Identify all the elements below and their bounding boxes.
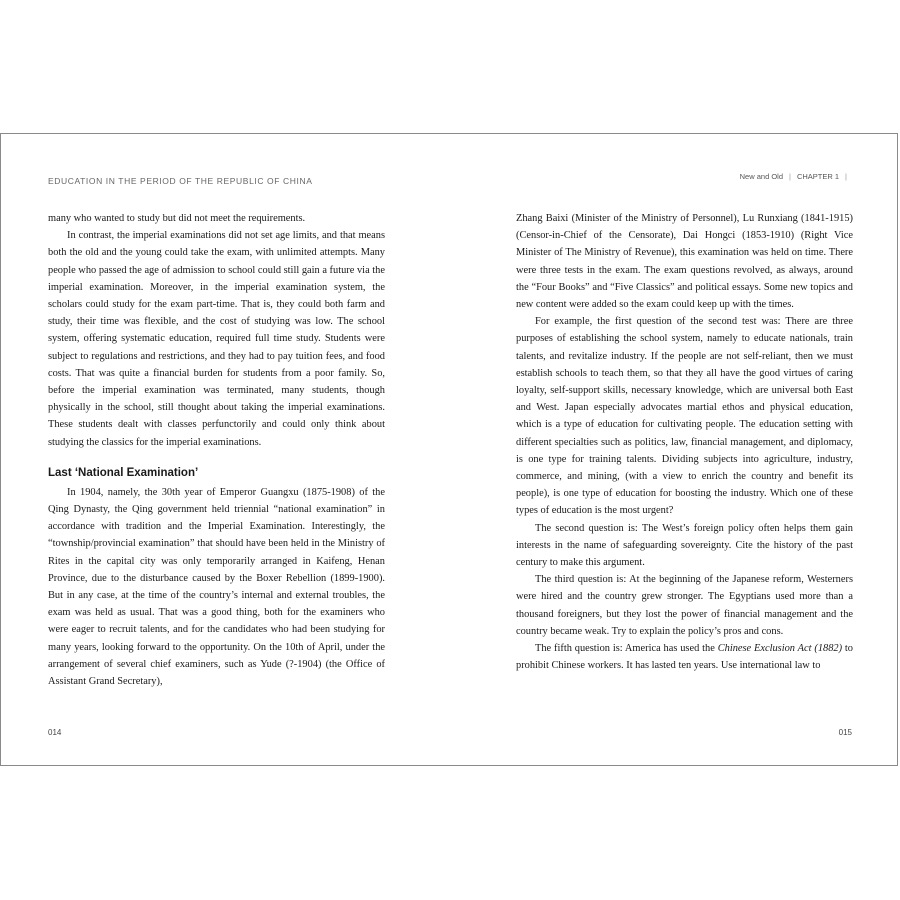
book-spread [0, 133, 898, 766]
right-page [450, 134, 899, 765]
running-head-section: New and Old [739, 172, 783, 181]
paragraph-continuation: many who wanted to study but did not meet the requirements. [48, 213, 306, 224]
act-title: Chinese Exclusion Act (1882) [717, 643, 843, 655]
left-page-body [48, 210, 385, 690]
running-head-chapter-label: CHAPTER 1 [796, 172, 840, 181]
paragraph: The third question is: At the beginning of the Japanese reform, Westerners were hired and the country grew stronger. The Egyptians used more than a thousand foreigners, but they lost the power of financial management and the country became weak. Try to explain the policy’s pros and cons. [516, 574, 853, 637]
right-page-body [516, 210, 853, 674]
page-number-right: 015 [838, 728, 852, 737]
section-heading: Last ‘National Examination’ [48, 466, 199, 479]
left-page [1, 134, 450, 765]
paragraph: The second question is: The West’s foreign policy often helps them gain interests in the name of safeguarding sovereignty. Cite the history of the past century to make this argument. [516, 522, 853, 569]
separator-bar: | [845, 172, 847, 181]
page-number-left: 014 [48, 728, 62, 737]
paragraph: In contrast, the imperial examinations did not set age limits, and that means both the old and the young could take the exam, with unlimited attempts. Many people who passed the age of admission to school could still gain a future via the imperial examination. Moreover, in the imperial examination system, the scholars could study for the exam part-time. That is, they could both farm and study, their time was flexible, and the cost of studying was low. The school system, offering systematic education, required full time study. Students were subject to regulations and restrictions, and they had to pay tuition fees, and food costs. That was quite a financial burden for students from a poor family. So, before the imperial examination was terminated, many students, though physically in the school, still thought about taking the imperial examinations. These students dealt with classes perfunctorily and could only think about studying the classics for the imperial examinations. [48, 230, 385, 448]
running-head-chapter [740, 172, 853, 181]
paragraph: For example, the first question of the second test was: There are three purposes of establishing the school system, namely to educate nationals, train talents, and revitalize industry. If the people are not self-reliant, then we must establish schools to teach them, so that they all have the good virtues of caring loyalty, self-support skills, necessary knowledge, which are universal both East and West. Japan especially advocates martial ethos and physical education, which is a type of education for cultivating people. The education setting with different specialties such as politics, law, financial management, and diplomacy, is one type for training talents. Dividing subjects into agriculture, industry, commerce, and mining, (with a view to enrich the country and benefit its people), is one type of education for boosting the industry. Which one of these types of education is the most urgent? [516, 316, 853, 517]
paragraph-text: The fifth question is: America has used the [535, 643, 718, 655]
paragraph: In 1904, namely, the 30th year of Emperor Guangxu (1875-1908) of the Qing Dynasty, the Qing government held triennial “national examination” in accordance with tradition and the Imperial Examination. Interestingly, the “township/provincial examination” that should have been held in the Ministry of Rites in the capital city was only temporarily arranged in Kaifeng, Henan Province, due to the disturbance caused by the Boxer Rebellion (1899-1900). But in any case, at the time of the country’s internal and external troubles, the exam was held as usual. That was a good thing, both for the examiners who were eager to recruit talents, and for the candidates who had been studying for many years, looking forward to the opportunity. On the 10th of April, under the arrangement of several chief examiners, such as Yude (?-1904) (the Office of Assistant Grand Secretary), [48, 486, 385, 688]
running-head-book-title: EDUCATION IN THE PERIOD OF THE REPUBLIC OF CHINA [48, 176, 313, 186]
paragraph [516, 640, 853, 674]
separator-bar: | [789, 172, 791, 181]
paragraph-continuation: Zhang Baixi (Minister of the Ministry of Personnel), Lu Runxiang (1841-1915) (Censor-in-Chief of the Censorate), Dai Hongci (1853-1910) (Right Vice Minister of The Ministry of Revenue), this examination was held on time. There were three tests in the exam. The exam questions revolved, as always, around the “Four Books” and “Five Classics” and political essays. Some new topics and new content were added so the exam could keep up with the times. [516, 213, 853, 311]
paragraph-text: to prohibit Chinese workers. It has lasted ten years. Use international law to [516, 643, 853, 672]
